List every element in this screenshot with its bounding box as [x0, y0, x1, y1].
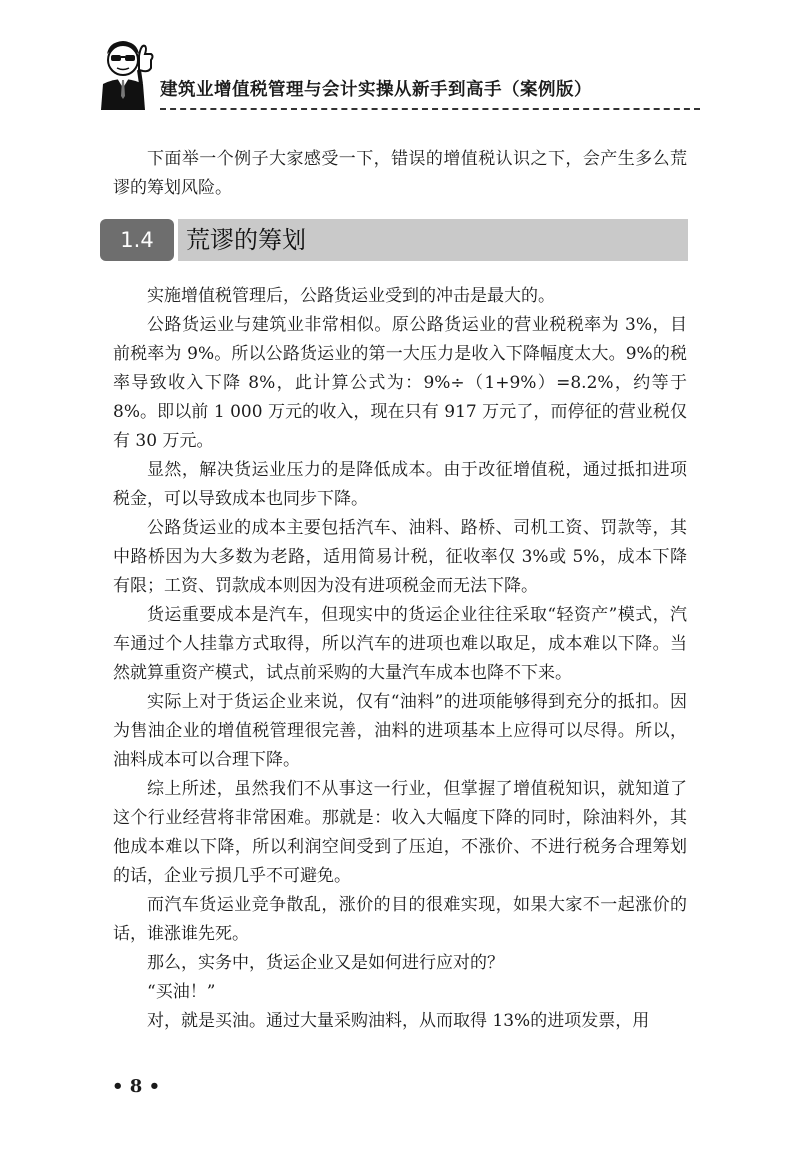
running-header-title: 建筑业增值税管理与会计实操从新手到高手（案例版） — [160, 80, 592, 100]
body-text — [113, 282, 687, 1036]
body-paragraph: “买油！” — [147, 982, 216, 1002]
body-paragraph: 公路货运业与建筑业非常相似。原公路货运业的营业税税率为 3%，目前税率为 9%。所以公路货运业的第一大压力是收入下降幅度太大。9%的税率导致收入下降 8%，此计算公式为：9%÷（1+9%）=8.2%，约等于 8%。即以前 1 000 万元的收入，现在只有 917 万元了，而停征的营业税仅有 30 万元。 — [113, 315, 687, 451]
body-paragraph: 而汽车货运业竞争散乱，涨价的目的很难实现，如果大家不一起涨价的话，谁涨谁先死。 — [113, 895, 687, 944]
body-paragraph: 实际上对于货运企业来说，仅有“油料”的进项能够得到充分的抵扣。因为售油企业的增值税管理很完善，油料的进项基本上应得可以尽得。所以，油料成本可以合理下降。 — [113, 692, 687, 770]
body-paragraph: 对，就是买油。通过大量采购油料，从而取得 13%的进项发票，用 — [147, 1011, 650, 1031]
section-title: 荒谬的筹划 — [186, 226, 306, 254]
body-paragraph: 那么，实务中，货运企业又是如何进行应对的？ — [147, 953, 504, 973]
body-paragraph: 货运重要成本是汽车，但现实中的货运企业往往采取“轻资产”模式，汽车通过个人挂靠方式取得，所以汽车的进项也难以取足，成本难以下降。当然就算重资产模式，试点前采购的大量汽车成本也降不下来。 — [113, 605, 687, 683]
page-number: • 8 • — [112, 1076, 161, 1097]
businessman-thumbs-up-icon — [93, 36, 155, 110]
intro-paragraph: 下面举一个例子大家感受一下，错误的增值税认识之下，会产生多么荒谬的筹划风险。 — [113, 149, 687, 198]
page-header — [0, 0, 800, 115]
intro-block — [113, 145, 687, 203]
body-paragraph: 公路货运业的成本主要包括汽车、油料、路桥、司机工资、罚款等，其中路桥因为大多数为老路，适用简易计税，征收率仅 3%或 5%，成本下降有限；工资、罚款成本则因为没有进项税金而无法下降。 — [113, 518, 687, 596]
header-dashed-divider — [160, 108, 700, 110]
body-paragraph: 显然，解决货运业压力的是降低成本。由于改征增值税，通过抵扣进项税金，可以导致成本也同步下降。 — [113, 460, 687, 509]
body-paragraph: 综上所述，虽然我们不从事这一行业，但掌握了增值税知识，就知道了这个行业经营将非常困难。那就是：收入大幅度下降的同时，除油料外，其他成本难以下降，所以利润空间受到了压迫，不涨价、不进行税务合理筹划的话，企业亏损几乎不可避免。 — [113, 779, 687, 886]
section-heading — [100, 219, 688, 261]
body-paragraph: 实施增值税管理后，公路货运业受到的冲击是最大的。 — [147, 286, 555, 306]
section-number: 1.4 — [100, 219, 174, 261]
